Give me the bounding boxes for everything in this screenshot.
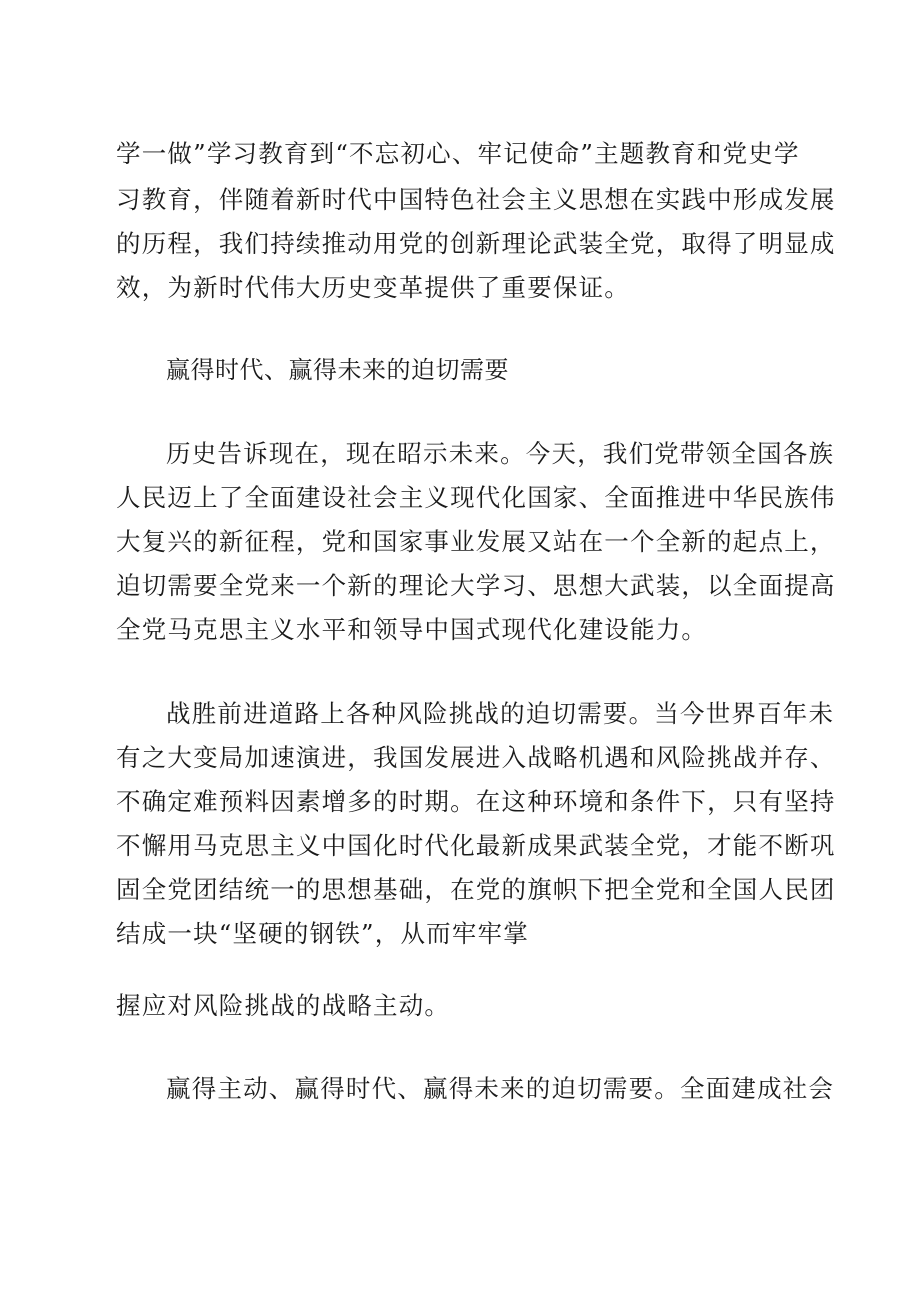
paragraph-line: 人民迈上了全面建设社会主义现代化国家、全面推进中华民族伟 bbox=[116, 483, 836, 512]
paragraph-line: 全党马克思主义水平和领导中国式现代化建设能力。 bbox=[116, 615, 708, 644]
paragraph-line: 不确定难预料因素增多的时期。在这种环境和条件下，只有坚持 bbox=[116, 787, 836, 816]
paragraph-line: 大复兴的新征程，党和国家事业发展又站在一个全新的起点上， bbox=[116, 527, 836, 556]
paragraph-line: 结成一块“坚硬的钢铁”，从而牢牢掌 bbox=[116, 919, 529, 948]
paragraph-line: 固全党团结统一的思想基础，在党的旗帜下把全党和全国人民团 bbox=[116, 875, 836, 904]
paragraph-line: 赢得主动、赢得时代、赢得未来的迫切需要。全面建成社会 bbox=[166, 1074, 835, 1103]
paragraph-line: 学一做”学习教育到“不忘初心、牢记使命”主题教育和党史学 bbox=[116, 139, 800, 168]
paragraph-line: 的历程，我们持续推动用党的创新理论武装全党，取得了明显成 bbox=[116, 229, 836, 258]
paragraph-line: 战胜前进道路上各种风险挑战的迫切需要。当今世界百年未 bbox=[166, 699, 835, 728]
paragraph-line: 不懈用马克思主义中国化时代化最新成果武装全党，才能不断巩 bbox=[116, 831, 836, 860]
paragraph-line: 效，为新时代伟大历史变革提供了重要保证。 bbox=[116, 273, 630, 302]
paragraph-line: 有之大变局加速演进，我国发展进入战略机遇和风险挑战并存、 bbox=[116, 743, 836, 772]
section-heading: 赢得时代、赢得未来的迫切需要 bbox=[166, 356, 509, 384]
paragraph-line: 历史告诉现在，现在昭示未来。今天，我们党带领全国各族 bbox=[166, 439, 835, 468]
paragraph-line: 迫切需要全党来一个新的理论大学习、思想大武装，以全面提高 bbox=[116, 571, 836, 600]
paragraph-line: 习教育，伴随着新时代中国特色社会主义思想在实践中形成发展 bbox=[116, 185, 836, 214]
paragraph-line: 握应对风险挑战的战略主动。 bbox=[116, 991, 451, 1020]
